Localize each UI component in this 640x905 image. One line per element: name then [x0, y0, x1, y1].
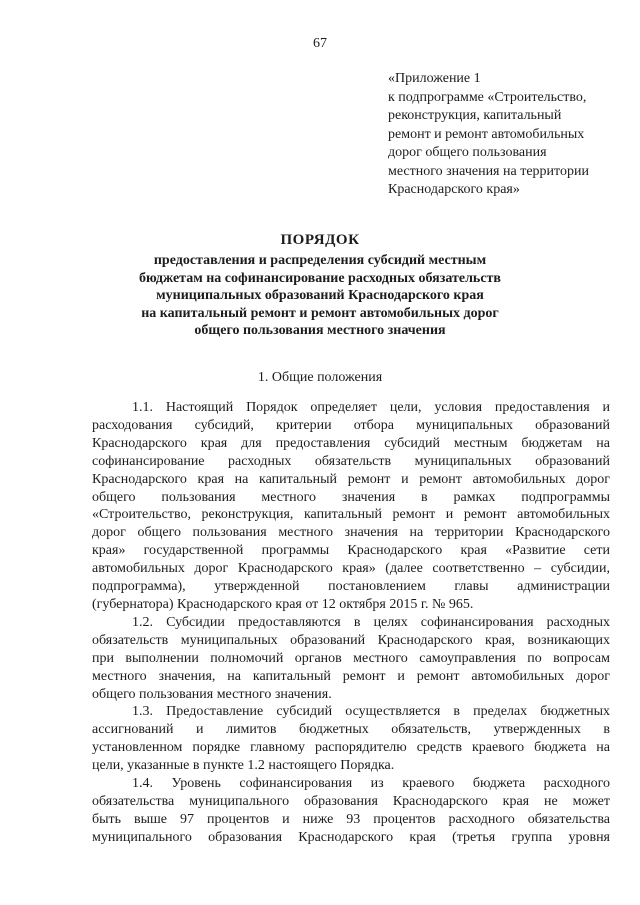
body-line: 1.2. Субсидии предоставляются в целях софинансирования расходных: [132, 614, 610, 630]
body-line: установленном порядке главному распорядителю средств краевого бюджета на: [92, 740, 610, 756]
section-heading: 1. Общие положения: [257, 370, 383, 385]
body-line: автомобильных дорог Краснодарского края» (далее соответственно – субсидии,: [92, 561, 610, 577]
subtitle-line: бюджетам на софинансирование расходных обязательств: [139, 270, 501, 286]
subtitle-line: муниципальных образований Краснодарского края: [156, 288, 484, 303]
document-title-block: [0, 230, 640, 340]
subtitle-line: предоставления и распределения субсидий местным: [153, 253, 487, 268]
document-subtitle: [0, 252, 640, 340]
body-line: 1.3. Предоставление субсидий осуществляется в пределах бюджетных: [132, 704, 610, 720]
body-line: (губернатора) Краснодарского края от 12 октября 2015 г. № 965.: [92, 596, 474, 612]
body-line: местного значения, на капитальный ремонт и ремонт автомобильных дорог: [92, 668, 610, 684]
body-line: обязательства муниципального образования Краснодарского края не может: [92, 793, 610, 809]
body-line: муниципального образования Краснодарского края (третья группа уровня: [92, 829, 610, 845]
appendix-line: дорог общего пользования: [388, 145, 547, 160]
body-line: софинансирование расходных обязательств муниципальных образований: [92, 453, 610, 469]
body-line: расходования субсидий, критерии отбора муниципальных образований: [92, 417, 610, 433]
body-line: цели, указанные в пункте 1.2 настоящего Порядка.: [92, 758, 395, 774]
body-line: подпрограмма), утвержденной постановлением главы администрации: [92, 579, 610, 595]
appendix-line: реконструкция, капитальный: [388, 108, 562, 123]
body-line: Краснодарского края на капитальный ремонт и ремонт автомобильных дорог: [92, 471, 610, 487]
body-line: общего пользования местного значения в рамках подпрограммы: [92, 489, 610, 505]
subtitle-line: общего пользования местного значения: [194, 323, 446, 338]
body-line: дорог общего пользования местного значения на территории Краснодарского: [92, 525, 610, 541]
appendix-line: ремонт и ремонт автомобильных: [388, 126, 585, 142]
body-line: Краснодарского края для предоставления субсидий местным бюджетам на: [92, 435, 610, 451]
body-text: [92, 399, 610, 847]
appendix-line: Краснодарского края»: [388, 182, 520, 197]
body-line: обязательств муниципальных образований Краснодарского края, возникающих: [92, 632, 610, 648]
appendix-line: к подпрограмме «Строительство,: [388, 89, 587, 105]
body-line: края» государственной программы Краснодарского края «Развитие сети: [92, 543, 610, 559]
body-line: 1.4. Уровень софинансирования из краевого бюджета расходного: [132, 776, 610, 792]
appendix-note: [388, 70, 628, 200]
page-number: 67: [313, 36, 327, 51]
body-line: быть выше 97 процентов и ниже 93 процентов расходного обязательства: [92, 811, 610, 827]
body-line: ассигнований и лимитов бюджетных обязательств, утвержденных в: [92, 722, 610, 738]
appendix-line: местного значения на территории: [388, 163, 589, 179]
body-line: 1.1. Настоящий Порядок определяет цели, условия предоставления и: [132, 400, 610, 415]
body-line: «Строительство, реконструкция, капитальный ремонт и ремонт автомобильных: [92, 507, 610, 523]
body-line: при выполнении полномочий органов местного самоуправления по вопросам: [92, 650, 610, 666]
document-title: ПОРЯДОК: [280, 232, 360, 248]
subtitle-line: на капитальный ремонт и ремонт автомобильных дорог: [141, 305, 499, 321]
body-line: общего пользования местного значения.: [92, 686, 332, 702]
appendix-line: «Приложение 1: [388, 71, 481, 86]
